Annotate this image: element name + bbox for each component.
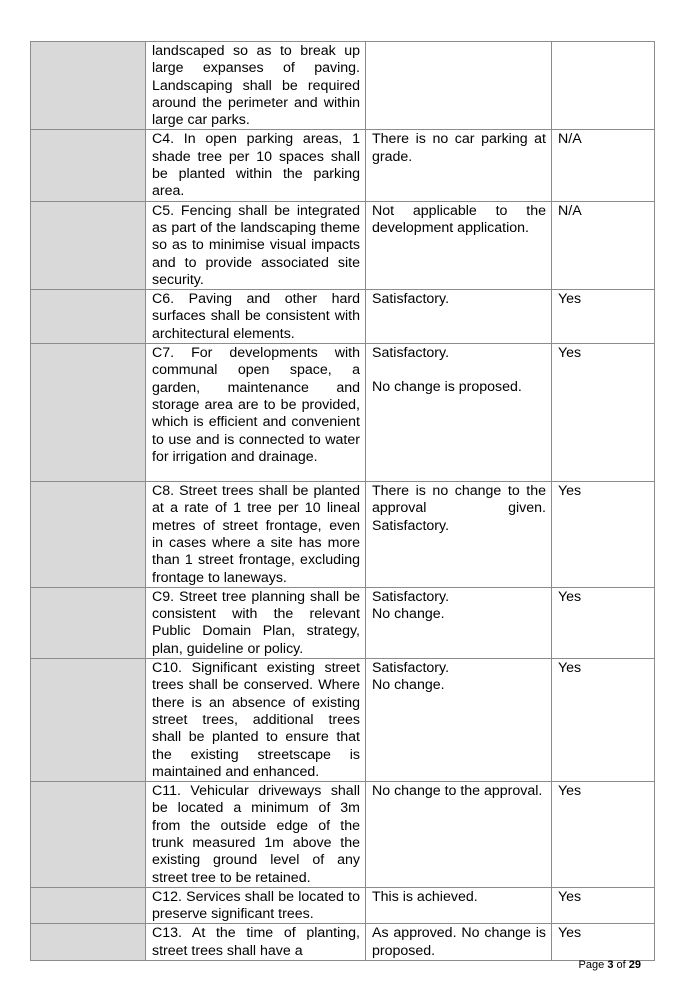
requirement-cell: [146, 887, 366, 924]
requirement-cell: [146, 482, 366, 588]
comment-cell: [366, 887, 552, 924]
paragraph-spacer: [372, 362, 546, 379]
comment-text: There is no change to the approval given. Satisfactory.: [372, 483, 546, 534]
requirement-text: C13. At the time of planting, street trees shall have a: [152, 925, 360, 959]
page-label: Page: [578, 959, 605, 971]
complies-cell: [552, 42, 655, 130]
comment-extra-text: No change is proposed.: [372, 379, 522, 396]
table-row: [31, 344, 655, 482]
complies-cell: [552, 659, 655, 782]
requirement-text: C7. For developments with communal open space, a garden, maintenance and storage area are to be provided, which is efficient and convenient to use and is connected to water for irrigation and drainage.: [152, 345, 360, 465]
comment-text: Satisfactory.: [372, 291, 450, 308]
complies-cell: [552, 782, 655, 888]
complies-text: N/A: [558, 131, 582, 148]
requirement-text: C10. Significant existing street trees shall be conserved. Where there is an absence of existing street trees, additional trees shall be planted to ensure that the existing streetscape is maintained and enhanced.: [152, 660, 360, 780]
complies-text: Yes: [558, 888, 582, 905]
shaded-cell: [31, 482, 146, 588]
requirement-cell: [146, 782, 366, 888]
complies-text: N/A: [558, 202, 582, 219]
complies-cell: [552, 130, 655, 201]
complies-text: Yes: [558, 660, 582, 677]
table-row: [31, 659, 655, 782]
comment-text: There is no car parking at grade.: [372, 131, 546, 165]
complies-text: Yes: [558, 783, 582, 800]
requirement-text: landscaped so as to break up large expanses of paving. Landscaping shall be required around the perimeter and within large car parks.: [152, 43, 360, 129]
shaded-cell: [31, 782, 146, 888]
shaded-cell: [31, 887, 146, 924]
complies-cell: [552, 887, 655, 924]
compliance-table: [30, 41, 655, 961]
shaded-cell: [31, 42, 146, 130]
shaded-cell: [31, 344, 146, 482]
requirement-cell: [146, 587, 366, 658]
comment-text: Satisfactory. No change.: [372, 660, 450, 694]
requirement-cell: [146, 130, 366, 201]
page-of-label: of: [616, 959, 626, 971]
shaded-cell: [31, 201, 146, 289]
comment-cell: [366, 201, 552, 289]
table-row: [31, 924, 655, 961]
table-row: [31, 42, 655, 130]
complies-text: Yes: [558, 291, 582, 308]
comment-cell: [366, 587, 552, 658]
requirement-text: C9. Street tree planning shall be consistent with the relevant Public Domain Plan, strategy, plan, guideline or policy.: [152, 588, 360, 657]
comment-text: Not applicable to the development application.: [372, 202, 546, 236]
current-page: 3: [607, 959, 614, 971]
requirement-cell: [146, 659, 366, 782]
requirement-text: C12. Services shall be located to preserve significant trees.: [152, 888, 360, 923]
complies-cell: [552, 924, 655, 961]
comment-cell: [366, 924, 552, 961]
requirement-cell: [146, 42, 366, 130]
table-row: [31, 201, 655, 289]
comment-cell: [366, 130, 552, 201]
requirement-text: C4. In open parking areas, 1 shade tree per 10 spaces shall be planted within the parking area.: [152, 131, 360, 200]
requirement-cell: [146, 290, 366, 344]
table-row: [31, 130, 655, 201]
table-row: [31, 887, 655, 924]
complies-cell: [552, 344, 655, 482]
comment-text: Satisfactory.: [372, 345, 450, 362]
comment-cell: [366, 42, 552, 130]
complies-text: Yes: [558, 483, 582, 500]
requirement-text: C6. Paving and other hard surfaces shall be consistent with architectural elements.: [152, 291, 360, 342]
comment-cell: [366, 659, 552, 782]
requirement-text: C8. Street trees shall be planted at a rate of 1 tree per 10 lineal metres of street frontage, even in cases where a site has more than 1 street frontage, excluding frontage to laneways.: [152, 483, 360, 586]
table-row: [31, 482, 655, 588]
shaded-cell: [31, 587, 146, 658]
comment-text: No change to the approval.: [372, 783, 543, 800]
complies-cell: [552, 201, 655, 289]
table-row: [31, 782, 655, 888]
complies-cell: [552, 290, 655, 344]
shaded-cell: [31, 130, 146, 201]
comment-cell: [366, 344, 552, 482]
comment-text: This is achieved.: [372, 888, 478, 905]
requirement-cell: [146, 201, 366, 289]
compliance-table-body: [31, 42, 655, 961]
comment-cell: [366, 290, 552, 344]
comment-cell: [366, 782, 552, 888]
comment-text: Satisfactory. No change.: [372, 588, 450, 623]
table-row: [31, 587, 655, 658]
complies-text: Yes: [558, 925, 582, 942]
total-pages: 29: [628, 959, 641, 971]
requirement-text: C11. Vehicular driveways shall be located a minimum of 3m from the outside edge of the trunk measured 1m above the existing ground level of any street tree to be retained.: [152, 783, 360, 886]
complies-cell: [552, 482, 655, 588]
requirement-cell: [146, 924, 366, 961]
table-row: [31, 290, 655, 344]
shaded-cell: [31, 924, 146, 961]
requirement-text: C5. Fencing shall be integrated as part of the landscaping theme so as to minimise visual impacts and to provide associated site security.: [152, 202, 360, 288]
page-number: [579, 959, 641, 971]
complies-text: Yes: [558, 345, 582, 362]
complies-cell: [552, 587, 655, 658]
shaded-cell: [31, 290, 146, 344]
comment-cell: [366, 482, 552, 588]
shaded-cell: [31, 659, 146, 782]
comment-text: As approved. No change is proposed.: [372, 925, 546, 959]
complies-text: Yes: [558, 588, 582, 605]
requirement-cell: [146, 344, 366, 482]
